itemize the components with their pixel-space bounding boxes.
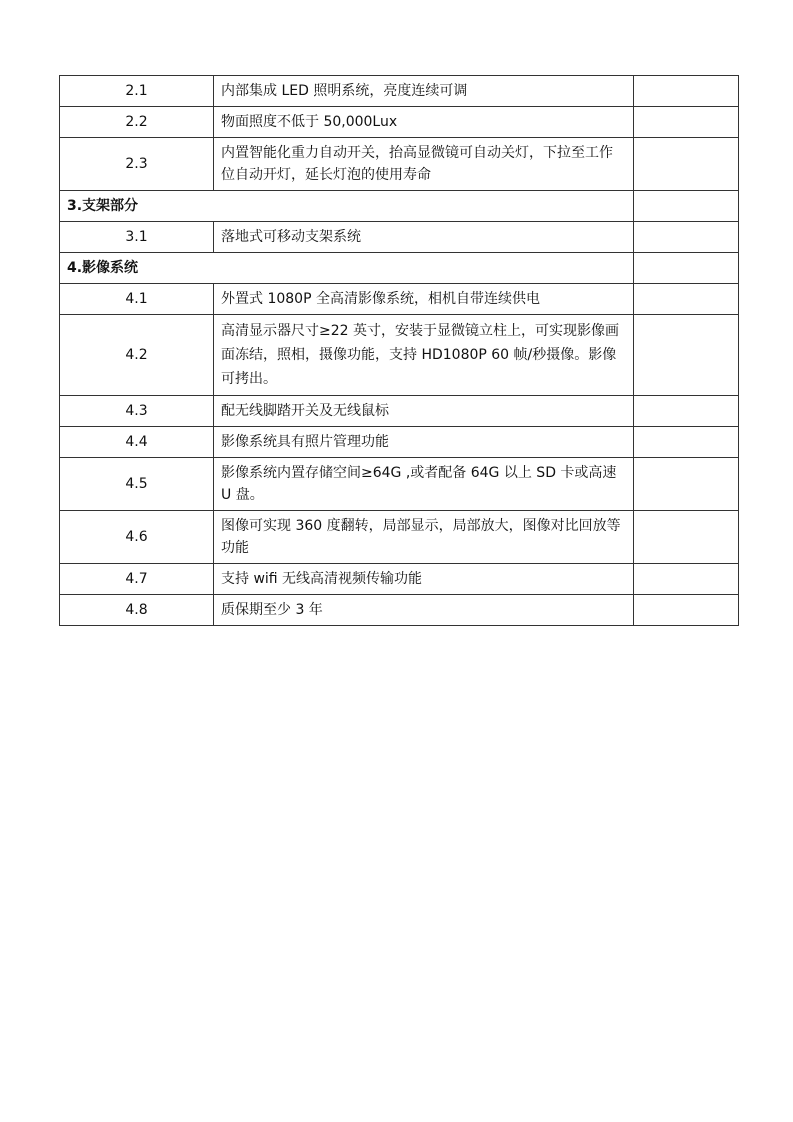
table-row — [60, 222, 739, 253]
remark-cell — [634, 315, 739, 396]
item-number: 4.6 — [60, 511, 214, 564]
item-description: 质保期至少 3 年 — [214, 595, 634, 626]
item-description: 物面照度不低于 50,000Lux — [214, 107, 634, 138]
remark-cell — [634, 427, 739, 458]
remark-cell — [634, 458, 739, 511]
item-number: 4.1 — [60, 284, 214, 315]
spec-table-body — [60, 76, 739, 626]
section-row — [60, 253, 739, 284]
remark-cell — [634, 511, 739, 564]
item-number: 2.2 — [60, 107, 214, 138]
item-number: 4.4 — [60, 427, 214, 458]
item-number: 2.3 — [60, 138, 214, 191]
table-row — [60, 138, 739, 191]
remark-cell — [634, 222, 739, 253]
remark-cell — [634, 396, 739, 427]
item-description: 影像系统具有照片管理功能 — [214, 427, 634, 458]
table-row — [60, 284, 739, 315]
table-row — [60, 511, 739, 564]
item-number: 3.1 — [60, 222, 214, 253]
spec-table — [59, 75, 739, 626]
remark-cell — [634, 564, 739, 595]
item-description: 影像系统内置存储空间≥64G ,或者配备 64G 以上 SD 卡或高速 U 盘。 — [214, 458, 634, 511]
remark-cell — [634, 253, 739, 284]
remark-cell — [634, 107, 739, 138]
item-number: 4.5 — [60, 458, 214, 511]
item-number: 4.2 — [60, 315, 214, 396]
section-title: 4.影像系统 — [60, 253, 634, 284]
item-description: 落地式可移动支架系统 — [214, 222, 634, 253]
remark-cell — [634, 191, 739, 222]
item-number: 2.1 — [60, 76, 214, 107]
remark-cell — [634, 595, 739, 626]
item-description: 外置式 1080P 全高清影像系统，相机自带连续供电 — [214, 284, 634, 315]
table-row — [60, 76, 739, 107]
table-row — [60, 427, 739, 458]
item-number: 4.3 — [60, 396, 214, 427]
table-row — [60, 107, 739, 138]
remark-cell — [634, 138, 739, 191]
item-description: 图像可实现 360 度翻转，局部显示，局部放大，图像对比回放等功能 — [214, 511, 634, 564]
item-number: 4.8 — [60, 595, 214, 626]
table-row — [60, 396, 739, 427]
table-row — [60, 595, 739, 626]
item-description: 高清显示器尺寸≥22 英寸，安装于显微镜立柱上，可实现影像画面冻结，照相，摄像功能，支持 HD1080P 60 帧/秒摄像。影像可拷出。 — [214, 315, 634, 396]
item-number: 4.7 — [60, 564, 214, 595]
remark-cell — [634, 284, 739, 315]
table-row — [60, 458, 739, 511]
item-description: 内部集成 LED 照明系统，亮度连续可调 — [214, 76, 634, 107]
table-row — [60, 564, 739, 595]
table-row — [60, 315, 739, 396]
item-description: 内置智能化重力自动开关，抬高显微镜可自动关灯，下拉至工作位自动开灯，延长灯泡的使用寿命 — [214, 138, 634, 191]
item-description: 支持 wifi 无线高清视频传输功能 — [214, 564, 634, 595]
remark-cell — [634, 76, 739, 107]
section-title: 3.支架部分 — [60, 191, 634, 222]
section-row — [60, 191, 739, 222]
item-description: 配无线脚踏开关及无线鼠标 — [214, 396, 634, 427]
